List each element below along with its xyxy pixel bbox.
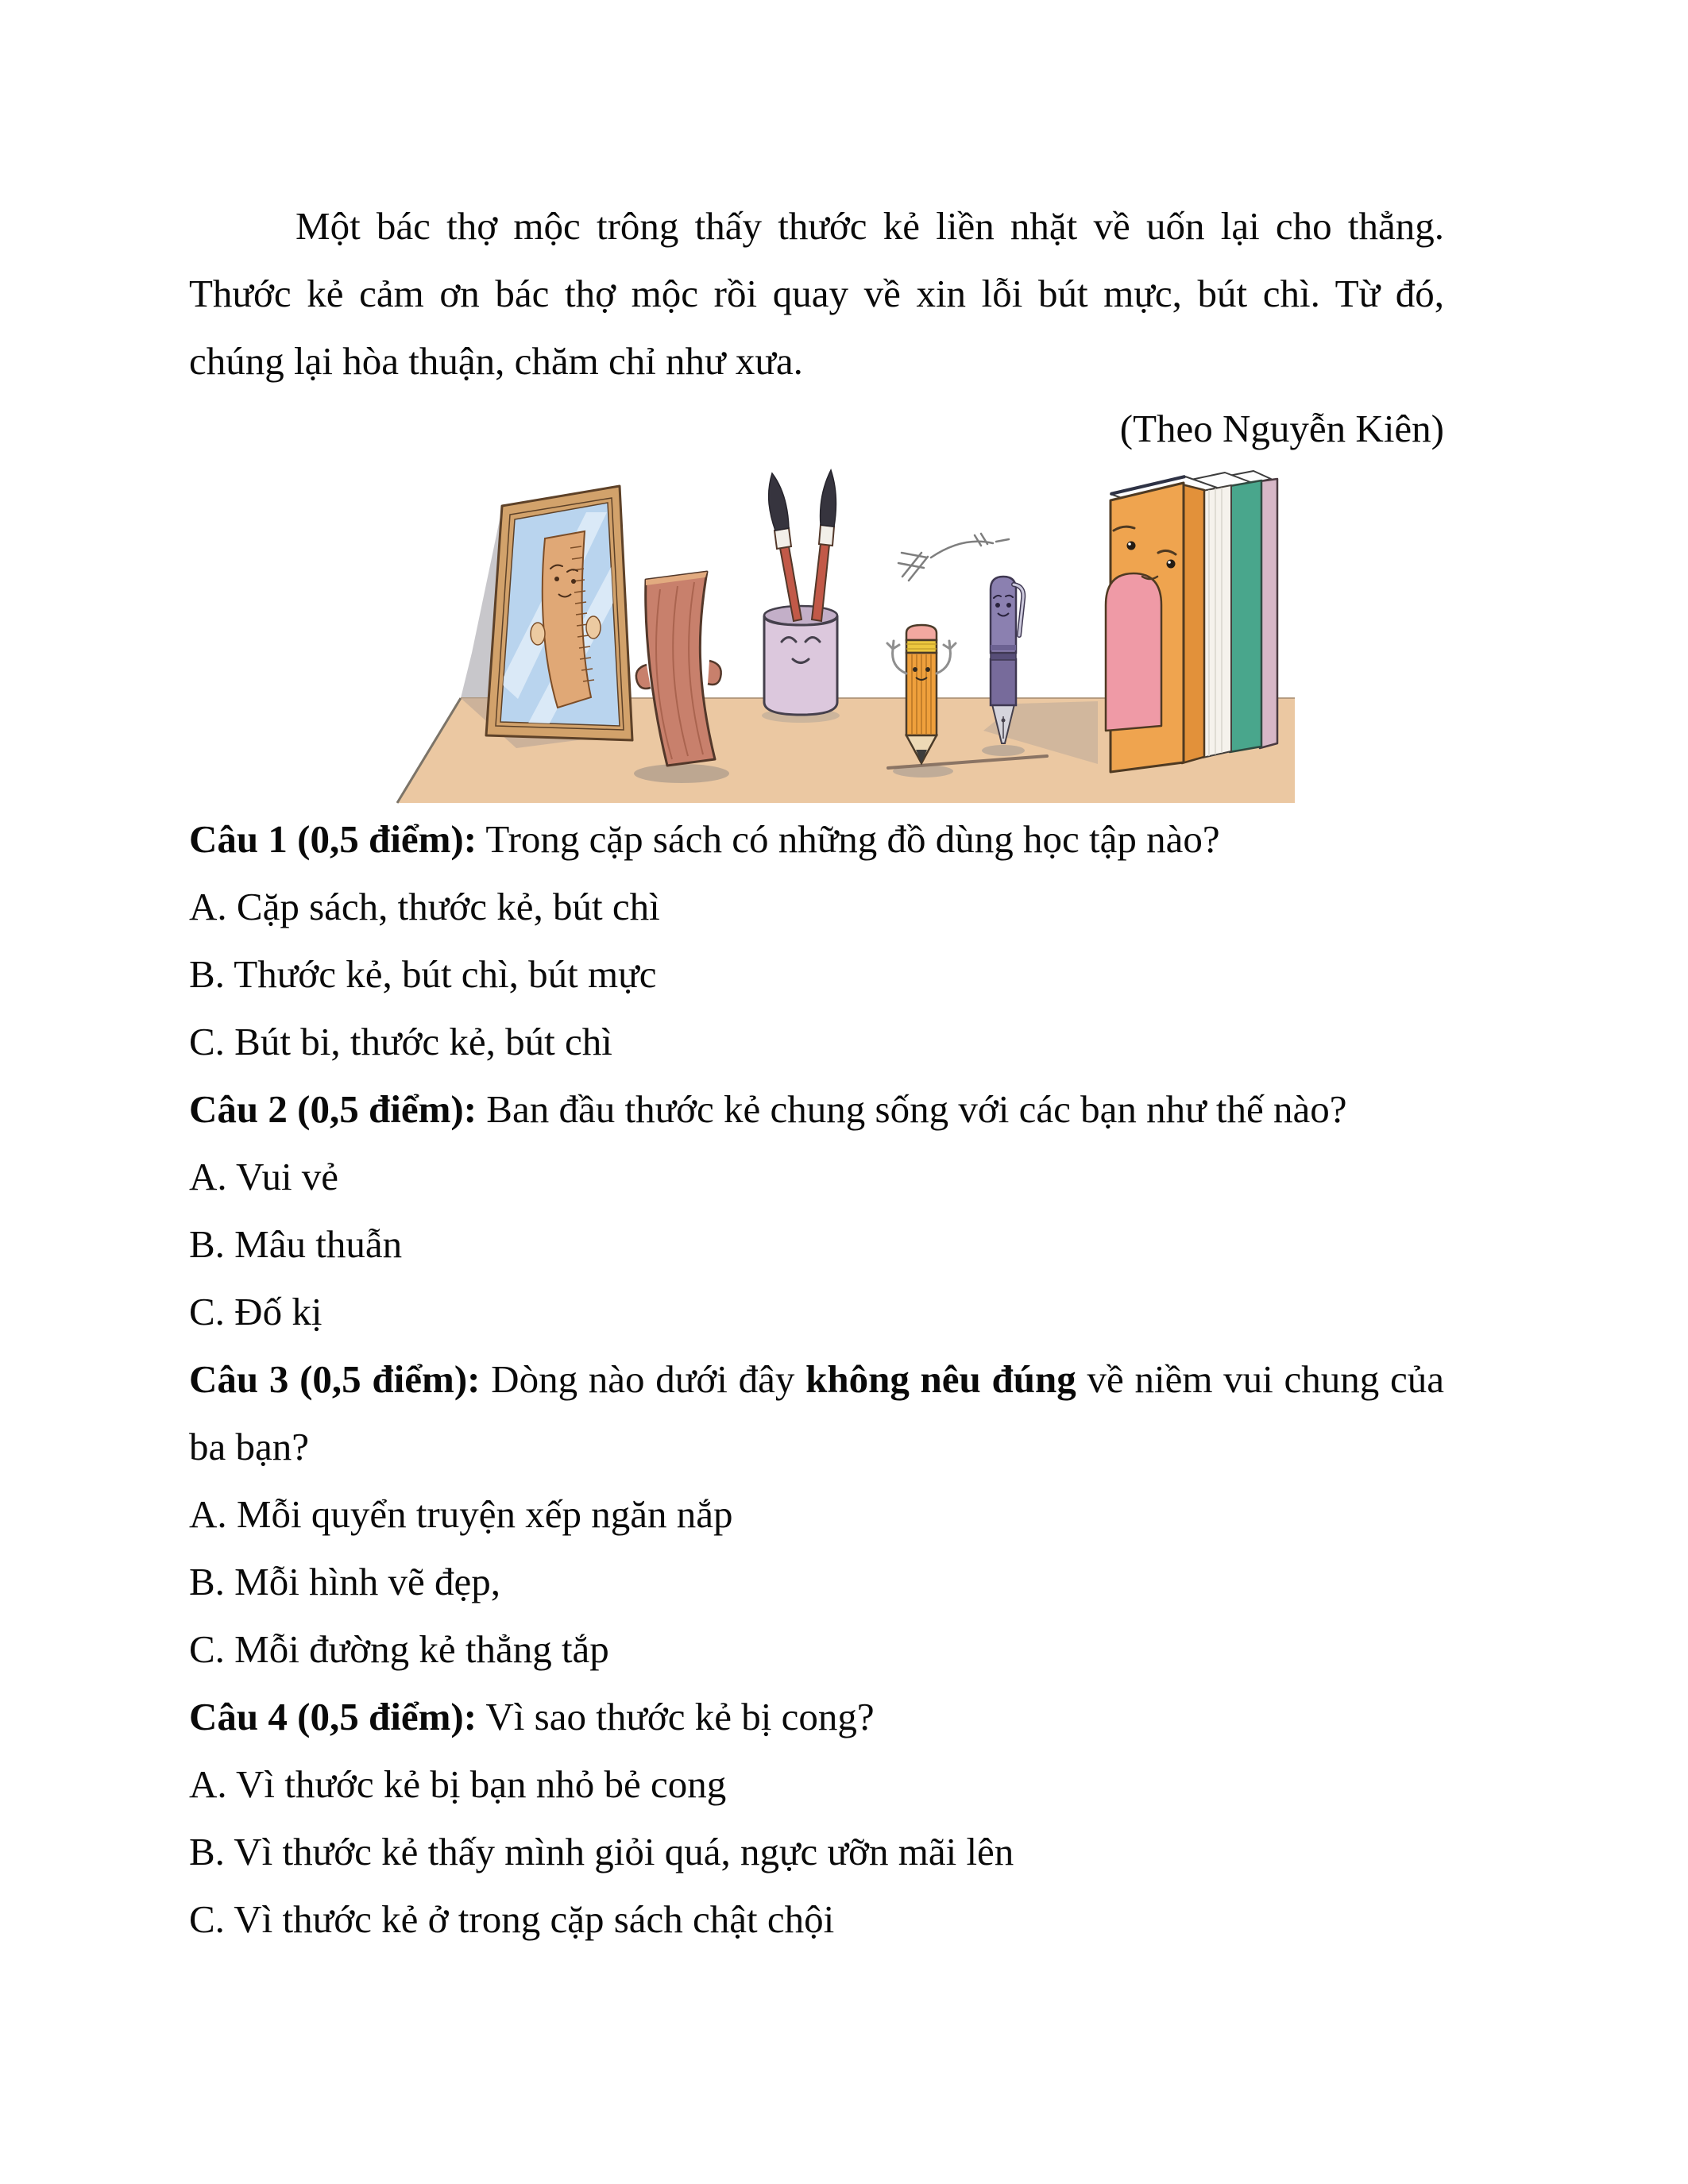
question-1-option-b: B. Thước kẻ, bút chì, bút mực xyxy=(189,952,657,996)
cup-body xyxy=(764,615,837,715)
question-2: Câu 2 (0,5 điểm): Ban đầu thước kẻ chung sống với các bạn như thế nào? xyxy=(189,1087,1347,1131)
question-list xyxy=(189,805,1444,1953)
question-2-option-b: B. Mâu thuẫn xyxy=(189,1222,403,1266)
document-content xyxy=(189,0,1444,1953)
pencil-band xyxy=(906,640,937,653)
story-paragraph: Một bác thợ mộc trông thấy thước kẻ liền nhặt về uốn lại cho thẳng. Thước kẻ cảm ơn bác thợ mộc rồi quay về xin lỗi bút mực, bút chì. Từ đó, chúng lại hòa thuận, chăm chỉ như xưa. xyxy=(189,204,1444,383)
question-2-option-a: A. Vui vẻ xyxy=(189,1155,339,1198)
story-attribution: (Theo Nguyễn Kiên) xyxy=(1119,407,1444,450)
motion-scribble-icon xyxy=(898,534,1009,581)
question-2-label: Câu 2 (0,5 điểm): xyxy=(189,1087,477,1131)
question-4: Câu 4 (0,5 điểm): Vì sao thước kẻ bị cong? xyxy=(189,1695,875,1738)
question-4-option-a: A. Vì thước kẻ bị bạn nhỏ bẻ cong xyxy=(189,1762,727,1806)
question-1: Câu 1 (0,5 điểm): Trong cặp sách có những đồ dùng học tập nào? xyxy=(189,817,1220,861)
pen-cap xyxy=(991,577,1016,653)
question-3-option-b: B. Mỗi hình vẽ đẹp, xyxy=(189,1560,500,1603)
question-3-option-a: A. Mỗi quyển truyện xếp ngăn nắp xyxy=(189,1492,733,1536)
pencil-eraser xyxy=(906,625,937,640)
question-1-option-a: A. Cặp sách, thước kẻ, bút chì xyxy=(189,885,660,928)
book-middle xyxy=(1230,480,1261,752)
question-3: Câu 3 (0,5 điểm): Dòng nào dưới đây không nêu đúng về niềm vui chung của ba bạn? xyxy=(189,1357,1444,1468)
question-3-label: Câu 3 (0,5 điểm): xyxy=(189,1357,481,1401)
question-4-label: Câu 4 (0,5 điểm): xyxy=(189,1695,477,1738)
book-back xyxy=(1260,479,1277,748)
brush-cup-icon xyxy=(762,470,840,723)
book-arch xyxy=(1106,573,1161,731)
story-illustration xyxy=(389,469,1295,805)
question-2-option-c: C. Đố kị xyxy=(189,1290,323,1333)
books-icon xyxy=(1106,471,1277,772)
school-supplies-illustration-icon xyxy=(389,469,1295,805)
paintbrush-icon xyxy=(769,473,802,621)
question-1-label: Câu 1 (0,5 điểm): xyxy=(189,817,477,861)
question-3-option-c: C. Mỗi đường kẻ thẳng tắp xyxy=(189,1627,609,1671)
mirror-icon xyxy=(486,486,632,740)
question-4-option-b: B. Vì thước kẻ thấy mình giỏi quá, ngực ưỡn mãi lên xyxy=(189,1830,1014,1873)
question-1-option-c: C. Bút bi, thước kẻ, bút chì xyxy=(189,1020,612,1063)
question-4-option-c: C. Vì thước kẻ ở trong cặp sách chật chội xyxy=(189,1897,835,1941)
paintbrush-icon xyxy=(812,470,836,621)
